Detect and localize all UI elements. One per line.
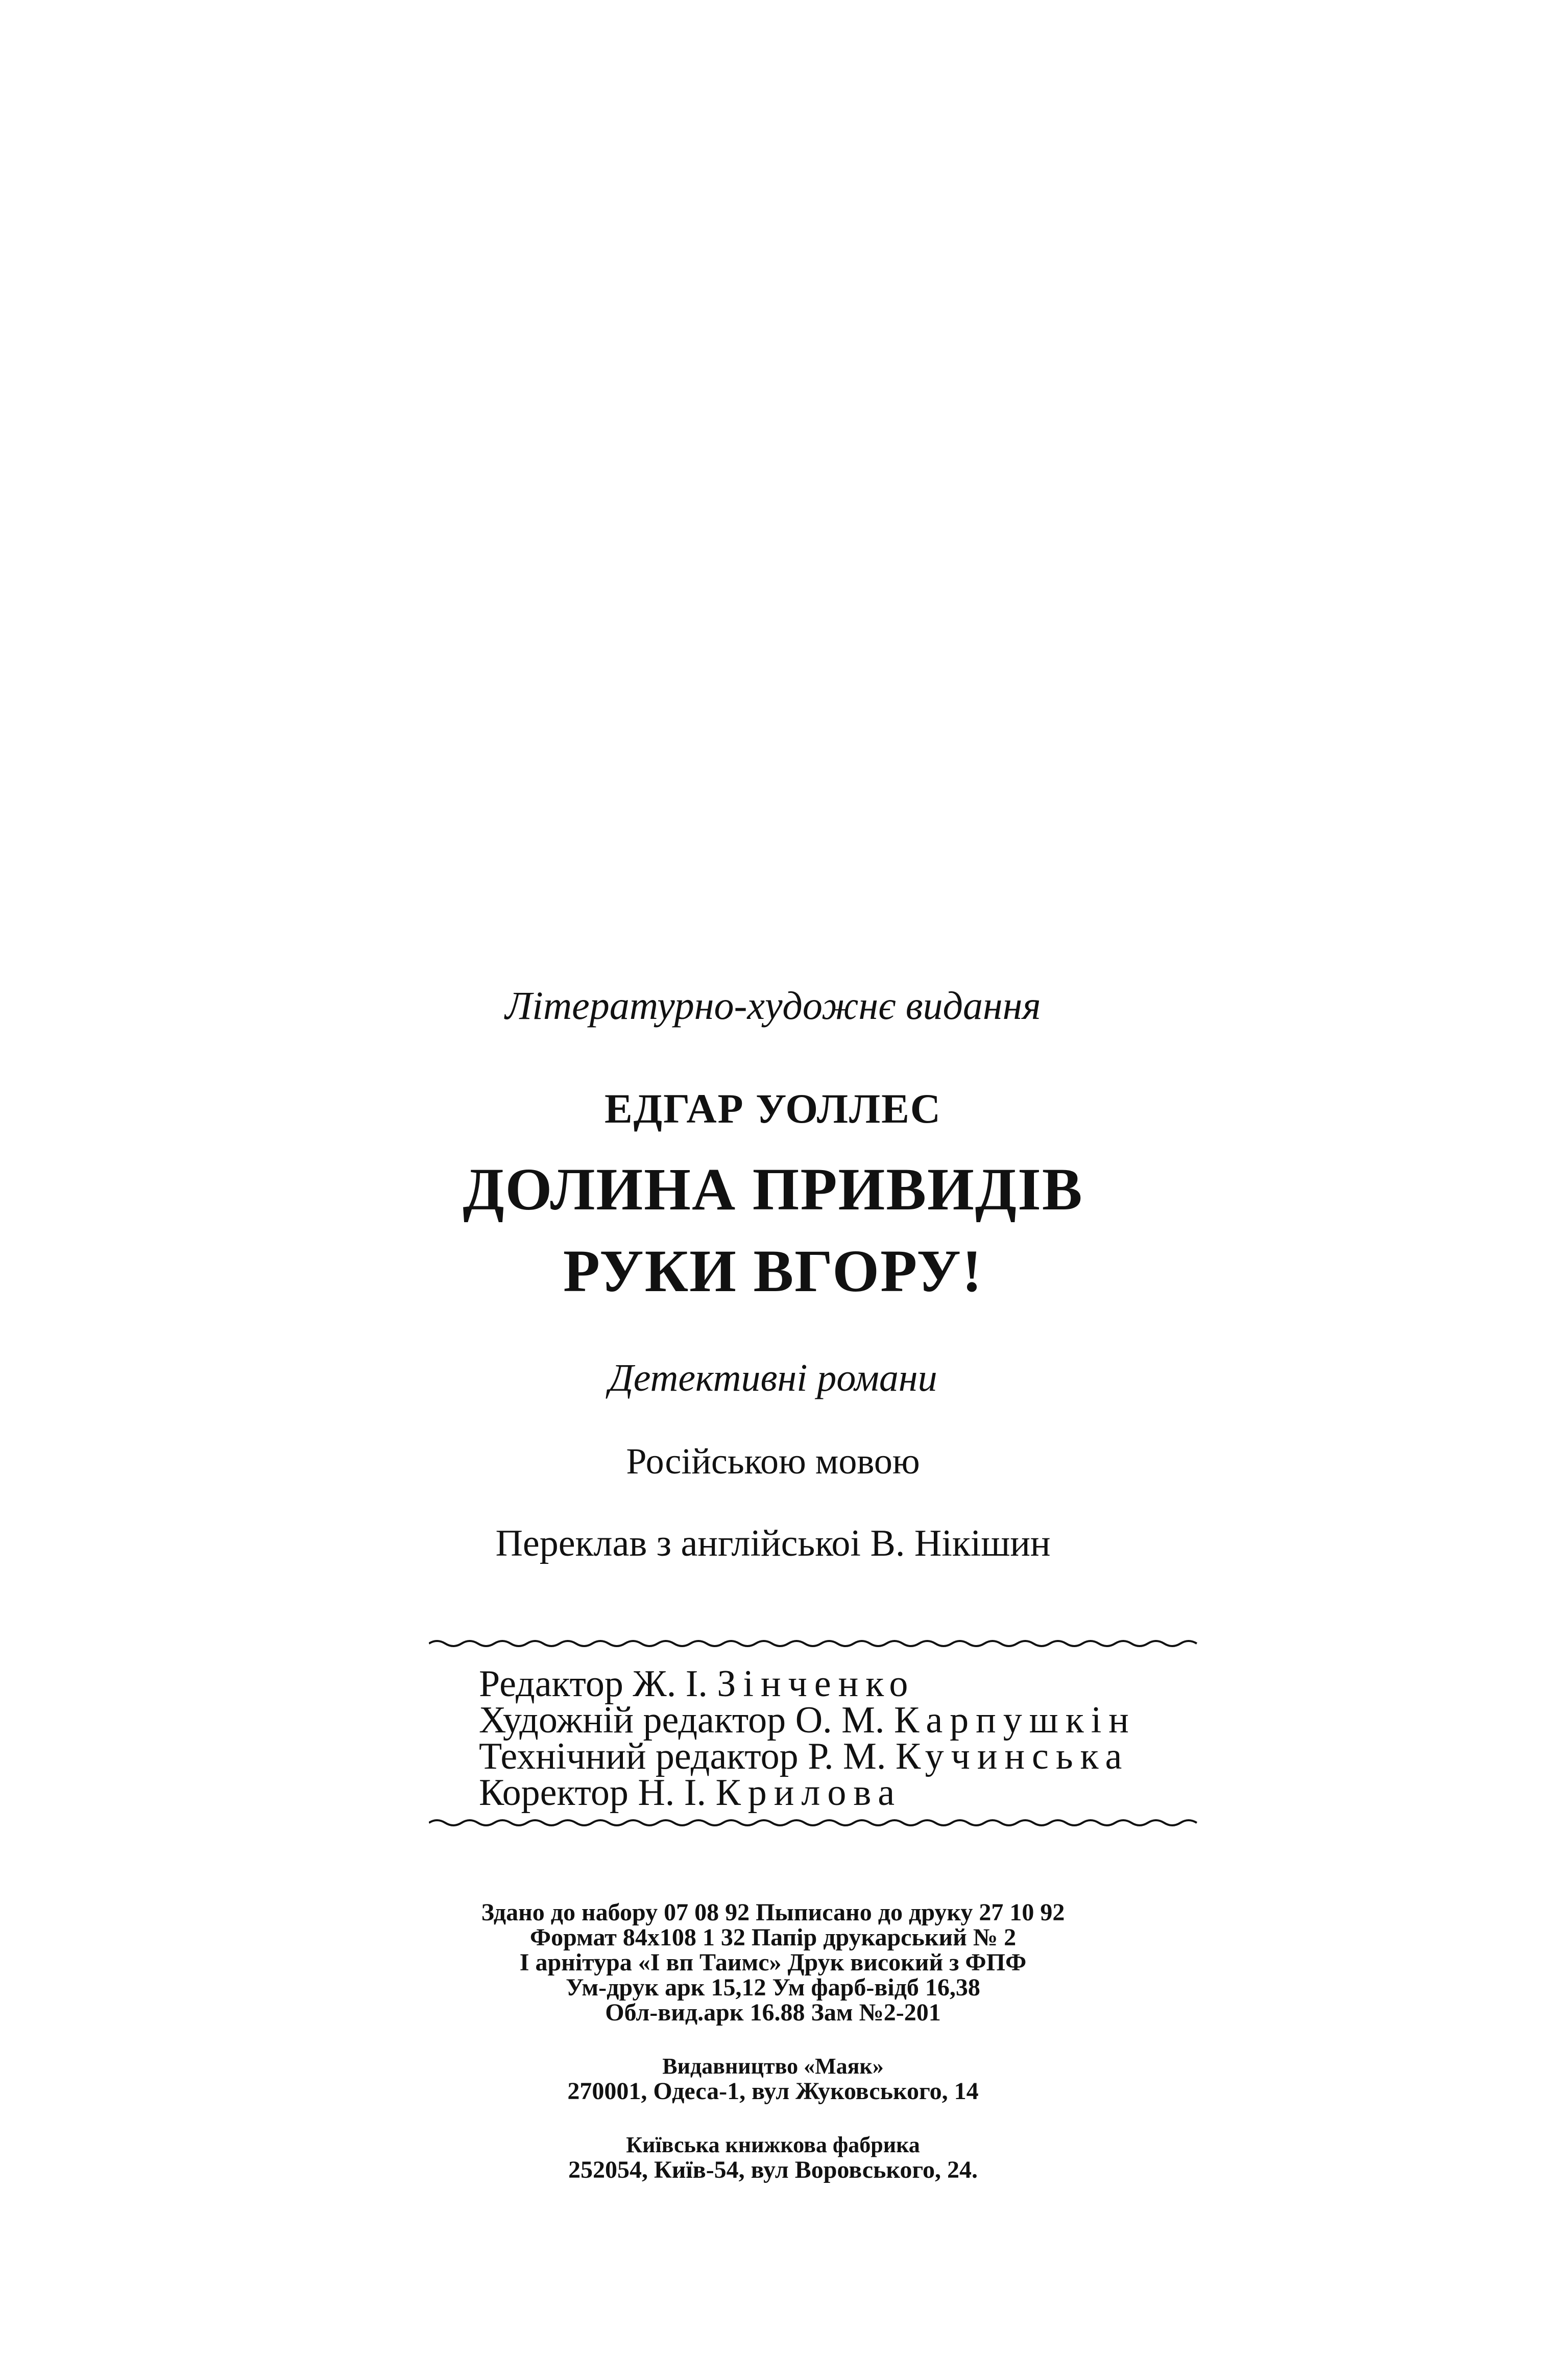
- publisher-name: Видавництво «Маяк»: [662, 2054, 884, 2079]
- publisher-address: 270001, Одеса-1, вул Жуковського, 14: [567, 2078, 979, 2105]
- credit-role: Коректор: [479, 1772, 629, 1814]
- credit-role: Редактор: [479, 1663, 623, 1705]
- credit-surname: Зінченко: [717, 1663, 915, 1705]
- credit-initials: О. М.: [795, 1699, 885, 1741]
- credits-block: [479, 1663, 1136, 1814]
- credit-art-editor: [479, 1699, 1136, 1741]
- credit-role: Технічний редактор: [479, 1735, 799, 1777]
- imprint-line: І арнітура «І вп Таимс» Друк високий з ФПФ: [519, 1949, 1027, 1976]
- credit-initials: Р. М.: [808, 1735, 886, 1777]
- imprint-block: [0, 1900, 1546, 2182]
- author-name: ЕДГАР УОЛЛЕС: [604, 1085, 942, 1132]
- book-title-1: ДОЛИНА ПРИВИДІВ: [463, 1156, 1083, 1223]
- imprint-line: Ум-друк арк 15,12 Ум фарб-відб 16,38: [566, 1974, 980, 2001]
- genre-label: Детективні романи: [609, 1356, 937, 1399]
- language-note: Російською мовою: [626, 1441, 920, 1482]
- book-title-2: РУКИ ВГОРУ!: [563, 1237, 983, 1304]
- credit-initials: Н. І.: [638, 1772, 706, 1814]
- credit-initials: Ж. І.: [633, 1663, 708, 1705]
- credit-proofreader: [479, 1772, 1136, 1814]
- credit-surname: Карпушкін: [893, 1699, 1136, 1741]
- credit-role: Художній редактор: [479, 1699, 786, 1741]
- printer-address: 252054, Київ-54, вул Воровського, 24.: [568, 2156, 978, 2183]
- wavy-divider-bottom: [429, 1811, 1205, 1836]
- printer-name: Київська книжкова фабрика: [626, 2132, 920, 2157]
- imprint-line: Формат 84х108 1 32 Папір друкарський № 2: [529, 1924, 1017, 1951]
- wavy-divider-top: [429, 1629, 1205, 1655]
- series-label: Літературно-художнє видання: [505, 983, 1041, 1028]
- credit-tech-editor: [479, 1735, 1136, 1777]
- credit-surname: Крилова: [715, 1772, 902, 1814]
- credit-surname: Кучинська: [895, 1735, 1129, 1777]
- imprint-line: Здано до набору 07 08 92 Пыписано до друку 27 10 92: [481, 1899, 1065, 1926]
- translator-credit: Переклав з англійськоі В. Нікішин: [495, 1522, 1051, 1564]
- imprint-line: Обл-вид.арк 16.88 Зам №2-201: [605, 1999, 941, 2026]
- credit-editor: [479, 1663, 1136, 1705]
